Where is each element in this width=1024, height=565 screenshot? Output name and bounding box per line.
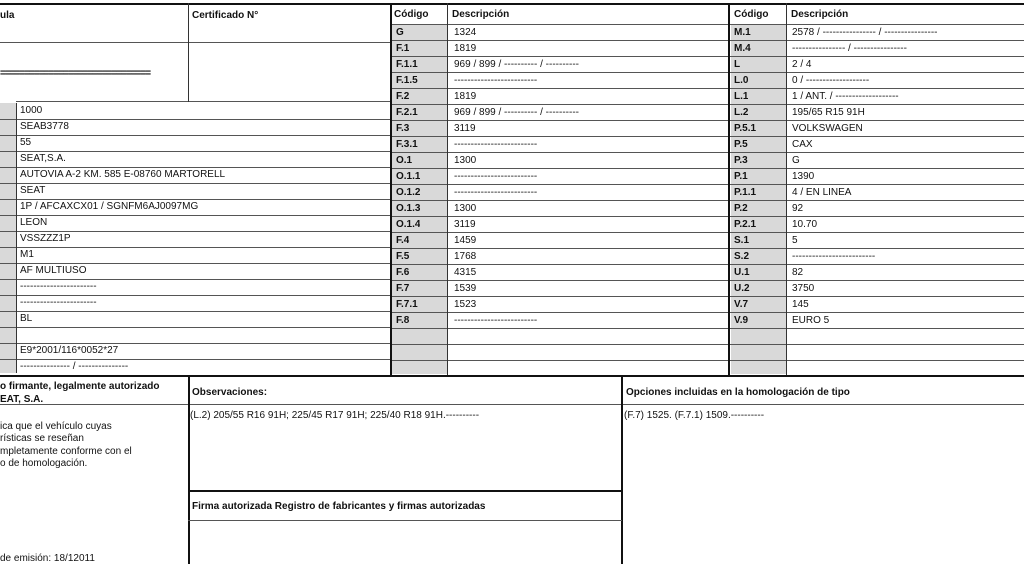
grid-hline	[390, 168, 728, 169]
left-value: 55	[20, 137, 32, 148]
signer-title-1: o firmante, legalmente autorizado	[0, 381, 160, 392]
middle-desc-cell: -------------------------	[454, 75, 538, 86]
right-desc-cell: 4 / EN LINEA	[792, 187, 852, 198]
grid-hline	[0, 42, 390, 43]
right-desc-cell: 3750	[792, 283, 815, 294]
right-code-cell: L.1	[734, 91, 749, 102]
grid-vline	[621, 376, 623, 564]
grid-hline	[729, 168, 1024, 169]
grid-hline	[729, 360, 1024, 361]
grid-hline	[390, 296, 728, 297]
right-code-cell: P.2.1	[734, 219, 757, 230]
left-value: 1P / AFCAXCX01 / SGNFM6AJ0097MG	[20, 201, 199, 212]
signer-text-2: rísticas se reseñan	[0, 433, 84, 444]
left-value: AF MULTIUSO	[20, 265, 87, 276]
grid-hline	[729, 328, 1024, 329]
middle-desc-cell: 3119	[454, 123, 476, 134]
right-code-cell: S.1	[734, 235, 750, 246]
firma-label: Firma autorizada Registro de fabricantes y firmas autorizadas	[192, 501, 486, 512]
grid-hline	[390, 120, 728, 121]
left-value: VSSZZZ1P	[20, 233, 71, 244]
grid-hline	[729, 24, 1024, 25]
middle-desc-cell: 1768	[454, 251, 477, 262]
middle-desc-cell: 1539	[454, 283, 477, 294]
grid-hline	[0, 359, 390, 360]
grid-vline	[786, 3, 787, 375]
left-value: AUTOVIA A-2 KM. 585 E-08760 MARTORELL	[20, 169, 226, 180]
right-desc-cell: 145	[792, 299, 809, 310]
left-value: SEAB3778	[20, 121, 69, 132]
grid-hline	[390, 200, 728, 201]
right-code-cell: M.4	[734, 43, 751, 54]
middle-desc-cell: -------------------------	[454, 315, 538, 326]
middle-desc-cell: 1300	[454, 155, 477, 166]
right-code-cell: P.2	[734, 203, 748, 214]
signer-text-4: o de homologación.	[0, 458, 88, 469]
middle-code-cell: F.2	[396, 91, 410, 102]
grid-hline	[729, 88, 1024, 89]
middle-desc-cell: 1819	[454, 91, 477, 102]
grid-hline	[188, 490, 622, 492]
middle-desc-cell: -------------------------	[454, 139, 538, 150]
grid-hline	[729, 248, 1024, 249]
left-value: LEON	[20, 217, 48, 228]
middle-desc-cell: 1459	[454, 235, 477, 246]
grid-hline	[390, 216, 728, 217]
grid-hline	[622, 404, 1024, 405]
middle-code-cell: F.8	[396, 315, 410, 326]
right-code-cell: P.3	[734, 155, 748, 166]
middle-code-cell: F.1.5	[396, 75, 418, 86]
grid-hline	[0, 3, 1024, 5]
grid-hline	[0, 263, 390, 264]
grid-hline	[390, 344, 728, 345]
dashes-line: ===============================	[0, 68, 151, 79]
grid-hline	[729, 104, 1024, 105]
grid-hline	[729, 312, 1024, 313]
grid-hline	[0, 327, 390, 328]
right-desc-cell: EURO 5	[792, 315, 830, 326]
left-header-label: ula	[0, 10, 15, 21]
grid-hline	[390, 88, 728, 89]
middle-desc-cell: 1324	[454, 27, 477, 38]
grid-hline	[390, 360, 728, 361]
right-desc-cell: 0 / -------------------	[792, 75, 870, 86]
grid-hline	[390, 264, 728, 265]
grid-hline	[390, 248, 728, 249]
grid-hline	[0, 199, 390, 200]
left-value: -----------------------	[20, 281, 97, 292]
right-code-cell: L	[734, 59, 741, 70]
grid-hline	[16, 101, 390, 102]
grid-hline	[0, 295, 390, 296]
middle-code-cell: O.1	[396, 155, 413, 166]
right-code-cell: P.5.1	[734, 123, 757, 134]
right-code-cell: P.1.1	[734, 187, 757, 198]
grid-hline	[0, 311, 390, 312]
grid-hline	[390, 184, 728, 185]
left-code-column	[0, 103, 16, 373]
grid-hline	[390, 24, 728, 25]
grid-hline	[729, 56, 1024, 57]
grid-hline	[0, 167, 390, 168]
middle-desc-cell: -------------------------	[454, 171, 538, 182]
right-desc-cell: 2 / 4	[792, 59, 812, 70]
observaciones-label: Observaciones:	[192, 387, 268, 398]
middle-desc-cell: 969 / 899 / ---------- / ----------	[454, 107, 579, 118]
middle-code-cell: O.1.4	[396, 219, 421, 230]
right-desc-cell: 2578 / ---------------- / ----------------	[792, 27, 938, 38]
grid-hline	[729, 120, 1024, 121]
middle-code-cell: F.5	[396, 251, 410, 262]
grid-hline	[729, 216, 1024, 217]
left-value: E9*2001/116*0052*27	[20, 345, 119, 356]
grid-hline	[0, 215, 390, 216]
right-desc-header: Descripción	[791, 9, 849, 20]
grid-hline	[390, 232, 728, 233]
middle-code-header: Código	[394, 9, 429, 20]
left-value: 1000	[20, 105, 43, 116]
middle-code-cell: F.1.1	[396, 59, 418, 70]
right-desc-cell: 195/65 R15 91H	[792, 107, 865, 118]
right-desc-cell: CAX	[792, 139, 813, 150]
middle-desc-cell: 3119	[454, 219, 476, 230]
grid-hline	[729, 200, 1024, 201]
signer-text-1: ica que el vehículo cuyas	[0, 421, 112, 432]
middle-desc-cell: 1819	[454, 43, 477, 54]
right-desc-cell: 10.70	[792, 219, 818, 230]
grid-hline	[0, 343, 390, 344]
middle-desc-cell: 969 / 899 / ---------- / ----------	[454, 59, 579, 70]
middle-desc-cell: -------------------------	[454, 187, 538, 198]
right-desc-cell: -------------------------	[792, 251, 876, 262]
grid-hline	[729, 152, 1024, 153]
opciones-text: (F.7) 1525. (F.7.1) 1509.----------	[624, 410, 765, 421]
grid-vline	[728, 3, 730, 375]
opciones-label: Opciones incluidas en la homologación de tipo	[626, 387, 850, 398]
right-desc-cell: VOLKSWAGEN	[792, 123, 863, 134]
grid-hline	[0, 279, 390, 280]
grid-hline	[390, 136, 728, 137]
right-code-cell: P.1	[734, 171, 748, 182]
grid-hline	[390, 152, 728, 153]
left-value: BL	[20, 313, 33, 324]
middle-code-cell: O.1.1	[396, 171, 421, 182]
grid-hline	[0, 135, 390, 136]
right-desc-cell: 92	[792, 203, 804, 214]
right-code-cell: U.1	[734, 267, 750, 278]
grid-hline	[390, 104, 728, 105]
grid-hline	[390, 72, 728, 73]
middle-desc-cell: 1523	[454, 299, 477, 310]
grid-hline	[729, 296, 1024, 297]
certificado-label: Certificado N°	[192, 10, 259, 21]
grid-vline	[188, 376, 190, 564]
signer-title-2: EAT, S.A.	[0, 394, 44, 405]
left-value: M1	[20, 249, 34, 260]
signer-text-3: mpletamente conforme con el	[0, 446, 132, 457]
left-value: --------------- / ---------------	[20, 361, 129, 372]
right-code-cell: M.1	[734, 27, 751, 38]
middle-desc-cell: 1300	[454, 203, 477, 214]
grid-hline	[0, 119, 390, 120]
grid-hline	[729, 72, 1024, 73]
middle-desc-cell: 4315	[454, 267, 477, 278]
middle-code-cell: F.3	[396, 123, 410, 134]
left-value: SEAT	[20, 185, 46, 196]
middle-code-cell: O.1.3	[396, 203, 421, 214]
grid-hline	[390, 56, 728, 57]
grid-hline	[729, 184, 1024, 185]
left-value: -----------------------	[20, 297, 97, 308]
grid-hline	[390, 312, 728, 313]
grid-hline	[0, 375, 1024, 377]
middle-code-cell: F.6	[396, 267, 410, 278]
middle-code-cell: F.2.1	[396, 107, 418, 118]
grid-vline	[447, 3, 448, 375]
middle-code-cell: F.3.1	[396, 139, 418, 150]
right-desc-cell: ---------------- / ----------------	[792, 43, 907, 54]
right-code-header: Código	[734, 9, 769, 20]
middle-code-cell: F.7	[396, 283, 410, 294]
grid-vline	[16, 103, 17, 373]
right-code-cell: P.5	[734, 139, 748, 150]
right-desc-cell: 1390	[792, 171, 815, 182]
right-desc-cell: G	[792, 155, 800, 166]
right-code-cell: U.2	[734, 283, 750, 294]
grid-hline	[729, 40, 1024, 41]
right-code-cell: L.0	[734, 75, 749, 86]
grid-hline	[0, 231, 390, 232]
signer-footer: de emisión: 18/12011	[0, 553, 95, 564]
right-desc-cell: 1 / ANT. / -------------------	[792, 91, 899, 102]
grid-hline	[729, 344, 1024, 345]
right-code-cell: V.7	[734, 299, 749, 310]
grid-hline	[390, 280, 728, 281]
right-desc-cell: 82	[792, 267, 804, 278]
middle-code-cell: O.1.2	[396, 187, 421, 198]
middle-code-cell: G	[396, 27, 404, 38]
grid-hline	[390, 40, 728, 41]
grid-hline	[729, 136, 1024, 137]
right-desc-cell: 5	[792, 235, 798, 246]
grid-hline	[0, 404, 622, 405]
right-code-cell: S.2	[734, 251, 750, 262]
grid-hline	[729, 232, 1024, 233]
grid-hline	[0, 247, 390, 248]
middle-code-cell: F.1	[396, 43, 410, 54]
left-value: SEAT,S.A.	[20, 153, 66, 164]
right-code-cell: V.9	[734, 315, 749, 326]
grid-hline	[0, 183, 390, 184]
right-code-cell: L.2	[734, 107, 749, 118]
grid-hline	[729, 280, 1024, 281]
middle-code-cell: F.4	[396, 235, 410, 246]
grid-hline	[188, 520, 622, 521]
grid-vline	[188, 3, 189, 102]
middle-code-cell: F.7.1	[396, 299, 418, 310]
grid-hline	[729, 264, 1024, 265]
observaciones-text: (L.2) 205/55 R16 91H; 225/45 R17 91H; 225/40 R18 91H.----------	[190, 410, 480, 421]
middle-desc-header: Descripción	[452, 9, 510, 20]
grid-vline	[390, 3, 392, 375]
grid-hline	[0, 151, 390, 152]
grid-hline	[390, 328, 728, 329]
